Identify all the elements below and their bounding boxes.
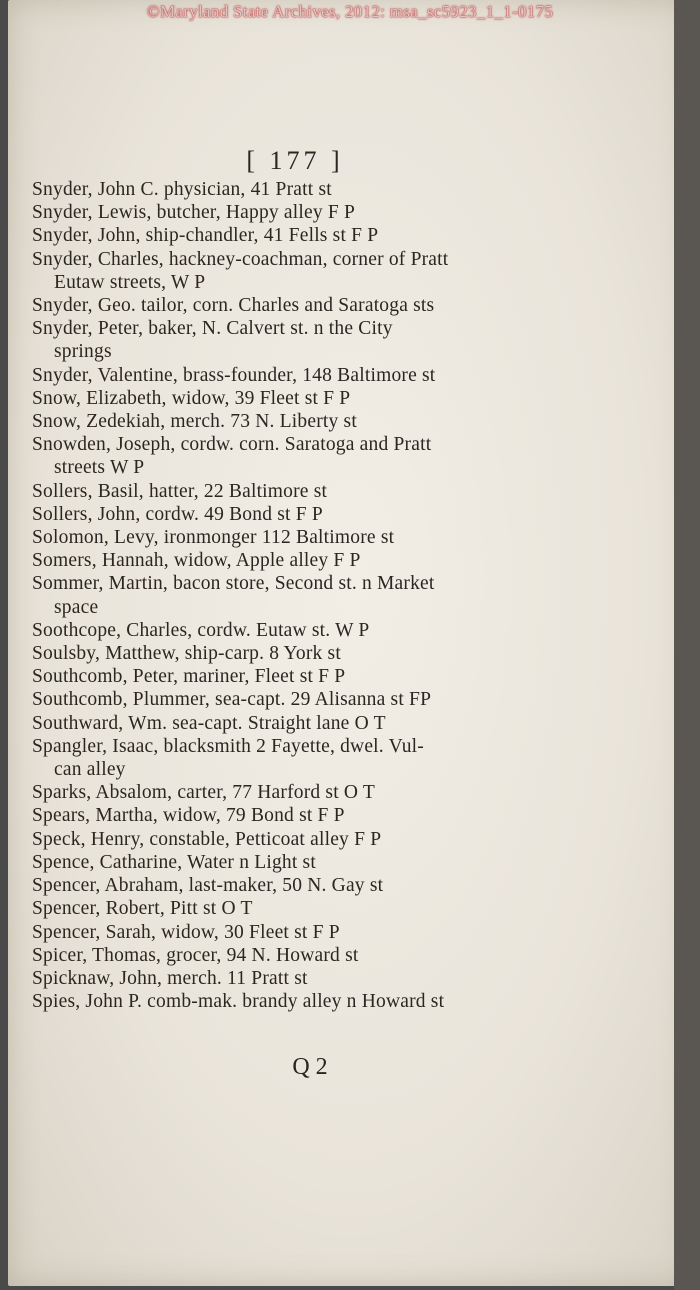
directory-entry — [32, 480, 562, 503]
entry-continuation: space — [54, 596, 99, 618]
entry-text: Snyder, Peter, baker, N. Calvert st. n the City — [32, 318, 393, 340]
directory-entry — [32, 688, 562, 711]
directory-entry — [32, 804, 562, 827]
entry-text: Spicknaw, John, merch. 11 Pratt st — [32, 967, 308, 989]
directory-entry — [32, 990, 562, 1013]
directory-entries — [32, 178, 562, 1013]
directory-entry — [32, 874, 562, 897]
entry-text: Somers, Hannah, widow, Apple alley F P — [32, 550, 361, 572]
entry-text: Snyder, John, ship-chandler, 41 Fells st F P — [32, 225, 379, 247]
directory-entry — [32, 387, 562, 410]
entry-text: Spencer, Abraham, last-maker, 50 N. Gay st — [32, 875, 384, 897]
signature-mark: Q 2 — [292, 1054, 328, 1080]
directory-entry — [32, 642, 562, 665]
entry-text: Sommer, Martin, bacon store, Second st. n Market — [32, 573, 435, 595]
directory-entry — [32, 178, 562, 201]
entry-text: Soothcope, Charles, cordw. Eutaw st. W P — [32, 619, 370, 641]
directory-entry — [32, 897, 562, 920]
archive-watermark: ©Maryland State Archives, 2012: msa_sc5923_1_1-0175 — [146, 2, 554, 21]
entry-text: Southcomb, Peter, mariner, Fleet st F P — [32, 666, 346, 688]
directory-entry — [32, 201, 562, 224]
entry-text: Snyder, Geo. tailor, corn. Charles and Saratoga sts — [32, 295, 435, 317]
entry-text: Snow, Elizabeth, widow, 39 Fleet st F P — [32, 387, 351, 409]
entry-text: Spies, John P. comb-mak. brandy alley n Howard st — [32, 991, 445, 1013]
directory-entry — [32, 712, 562, 735]
directory-entry — [32, 572, 562, 618]
entry-text: Sparks, Absalom, carter, 77 Harford st O T — [32, 782, 376, 804]
directory-entry — [32, 619, 562, 642]
directory-entry — [32, 364, 562, 387]
entry-text: Spicer, Thomas, grocer, 94 N. Howard st — [32, 944, 359, 966]
entry-continuation: streets W P — [54, 457, 145, 479]
entry-text: Snowden, Joseph, cordw. corn. Saratoga and Pratt — [32, 434, 432, 456]
entry-continuation: Eutaw streets, W P — [54, 271, 206, 293]
directory-entry — [32, 665, 562, 688]
directory-entry — [32, 967, 562, 990]
directory-entry — [32, 248, 562, 294]
directory-entry — [32, 851, 562, 874]
entry-text: Snyder, Valentine, brass-founder, 148 Baltimore st — [32, 364, 436, 386]
entry-text: Sollers, John, cordw. 49 Bond st F P — [32, 503, 323, 525]
directory-entry — [32, 921, 562, 944]
directory-entry — [32, 781, 562, 804]
directory-entry — [32, 549, 562, 572]
directory-entry — [32, 944, 562, 967]
entry-continuation: springs — [54, 341, 112, 363]
entry-text: Spangler, Isaac, blacksmith 2 Fayette, dwel. Vul- — [32, 735, 424, 757]
entry-text: Sollers, Basil, hatter, 22 Baltimore st — [32, 480, 328, 502]
entry-text: Southcomb, Plummer, sea-capt. 29 Alisanna st FP — [32, 689, 432, 711]
entry-text: Spears, Martha, widow, 79 Bond st F P — [32, 805, 345, 827]
entry-text: Speck, Henry, constable, Petticoat alley F P — [32, 828, 382, 850]
directory-entry — [32, 503, 562, 526]
directory-entry — [32, 317, 562, 363]
directory-entry — [32, 294, 562, 317]
directory-entry — [32, 526, 562, 549]
directory-entry — [32, 735, 562, 781]
entry-text: Snyder, Charles, hackney-coachman, corner of Pratt — [32, 248, 449, 270]
entry-text: Spence, Catharine, Water n Light st — [32, 851, 316, 873]
page-number: [ 177 ] — [246, 146, 344, 175]
entry-text: Snyder, Lewis, butcher, Happy alley F P — [32, 202, 356, 224]
directory-entry — [32, 224, 562, 247]
page-edge — [674, 0, 700, 1290]
entry-text: Spencer, Sarah, widow, 30 Fleet st F P — [32, 921, 340, 943]
entry-text: Solomon, Levy, ironmonger 112 Baltimore st — [32, 527, 395, 549]
entry-text: Snyder, John C. physician, 41 Pratt st — [32, 179, 332, 200]
entry-text: Spencer, Robert, Pitt st O T — [32, 898, 253, 920]
entry-continuation: can alley — [54, 759, 126, 781]
entry-text: Snow, Zedekiah, merch. 73 N. Liberty st — [32, 411, 357, 433]
directory-entry — [32, 433, 562, 479]
entry-text: Southward, Wm. sea-capt. Straight lane O T — [32, 712, 386, 734]
entry-text: Soulsby, Matthew, ship-carp. 8 York st — [32, 643, 341, 665]
directory-entry — [32, 828, 562, 851]
directory-entry — [32, 410, 562, 433]
